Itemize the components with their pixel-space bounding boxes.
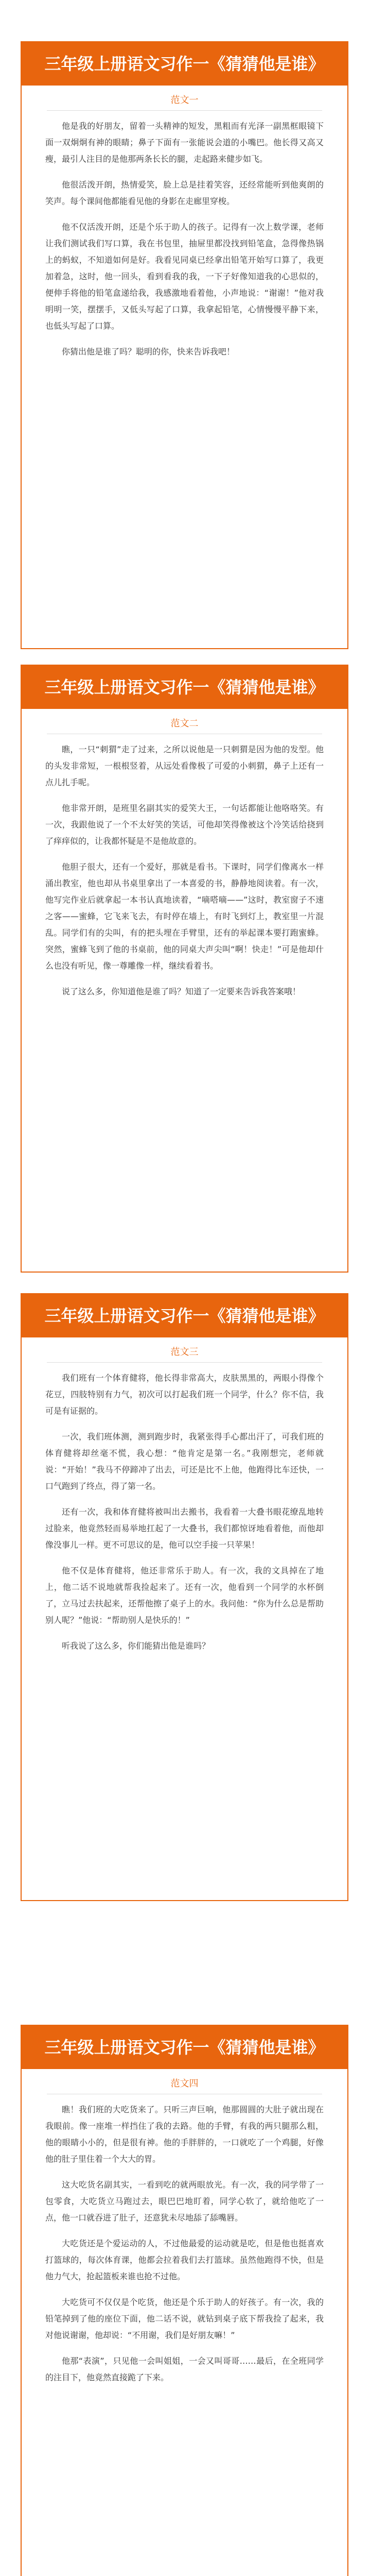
essay-subtitle: 范文一 [22,93,347,111]
essay-paragraph: 他是我的好朋友，留着一头精神的短发，黑粗而有光泽一副黑框眼镜下面一双炯炯有神的眼睛；鼻子下面有一张能说会道的小嘴巴。他长得又高又瘦，最引人注目的是他那两条长长的腿，走起路来健步如飞。 [45,121,324,164]
essay-subtitle: 范文二 [22,716,347,734]
essay-subtitle: 范文三 [22,1345,347,1363]
essay-paragraph: 大吃货可不仅仅是个吃货，他还是个乐于助人的好孩子。有一次，我的铅笔掉到了他的座位下面，他二话不说，就钻到桌子底下帮我捡了起来，我对他说谢谢，他却说：“不用谢，我们是好朋友嘛！” [45,2297,324,2340]
essay-body [22,737,347,1014]
essay-paragraph: 还有一次，我和体育健将被叫出去搬书，我看着一大叠书眼花缭乱地转过脸来，他竟然轻而易举地扛起了一大叠书，我们都惊讶地看着他，而他却像没事儿一样。更不可思议的是，他可以空手接一只苹果！ [45,1507,324,1550]
essay-paragraph: 大吃货还是个爱运动的人，不过他最爱的运动就是吃，但是他也挺喜欢打篮球的，每次体育课，他都会拉着我们去打篮球。虽然他跑得不快，但是他力气大，抢起篮板来谁也抢不过他。 [45,2239,324,2281]
essay-title: 三年级上册语文习作一《猜猜他是谁》 [22,42,347,86]
essay-card-4 [21,2025,348,2576]
essay-body [22,1366,347,1669]
essay-paragraph: 瞧！我们班的大吃货来了。只听三声巨响，他那圆圆的大肚子就出现在我眼前。像一座堆一样挡住了我的去路。他的手臂，有我的两只腿那么粗，他的眼睛小小的，但是很有神。他的手胖胖的，一口就吃了一个鸡腿，好像他的肚子里住着一个大大的胃。 [45,2105,324,2164]
essay-subtitle: 范文四 [22,2076,347,2094]
essay-title: 三年级上册语文习作一《猜猜他是谁》 [22,1294,347,1337]
essay-paragraph: 他不仅是体育健将，他还非常乐于助人。有一次，我的文具掉在了地上，他二话不说地就帮我捡起来了。还有一次，他看到一个同学的水杯倒了，立马过去扶起来，还帮他擦了桌子上的水。我问他：“你为什么总是帮助别人呢？”他说：“帮助别人是快乐的！” [45,1566,324,1625]
essay-paragraph: 说了这么多，你知道他是谁了吗？知道了一定要来告诉我答案哦！ [62,987,301,996]
essay-paragraph: 你猜出他是谁了吗？聪明的你，快来告诉我吧！ [62,347,235,357]
essay-paragraph: 瞧，一只“刺猬”走了过来，之所以说他是一只刺猬是因为他的发型。他的头发非常短，一根根竖着，从远处看像极了可爱的小刺猬，鼻子上还有一点儿扎手呢。 [45,744,324,787]
essay-card-3 [21,1293,348,1901]
essay-paragraph: 他很活泼开朗，热情爱笑，脸上总是挂着笑容，还经常能听到他爽朗的笑声。每个课间他都能看见他的身影在走廊里穿梭。 [45,180,324,206]
essay-paragraph: 他那“表演”，只见他一会叫姐姐，一会又叫哥哥……最后，在全班同学的注目下，他竟然直接跪了下来。 [45,2356,324,2382]
essay-body [22,114,347,375]
essay-paragraph: 听我说了这么多，你们能猜出他是谁吗？ [62,1641,210,1651]
essay-title: 三年级上册语文习作一《猜猜他是谁》 [22,666,347,709]
essay-title: 三年级上册语文习作一《猜猜他是谁》 [22,2026,347,2069]
essay-paragraph: 一次，我们班体测，测到跑步时，我紧张得手心都出汗了，可我们班的体育健将却丝毫不慌，我心想：“他肯定是第一名。”我刚想完，老师就说：“开始！”我马不停蹄冲了出去，可还是比不上他，他跑得比车还快，一口气跑到了终点，得了第一名。 [45,1432,324,1491]
essay-paragraph: 他非常开朗，是班里名副其实的爱笑大王，一句话都能让他咯咯笑。有一次，我跟他说了一个不太好笑的笑话，可他却笑得像被这个冷笑话给挠到了痒痒似的，让我都怀疑是不是他故意的。 [45,803,324,846]
essay-paragraph: 这大吃货名副其实，一看到吃的就两眼放光。有一次，我的同学带了一包零食，大吃货立马跑过去，眼巴巴地盯着，同学心软了，就给他吃了一点，他一口就吞进了肚子，还意犹未尽地舔了舔嘴唇。 [45,2180,324,2223]
essay-paragraph: 他不仅活泼开朗，还是个乐于助人的孩子。记得有一次上数学课，老师让我们测试我们写口算，我在书包里，抽屉里都没找到铅笔盒，急得像热锅上的蚂蚁，不知道如何是好。我看见同桌已经拿出铅笔开始写口算了，我更加着急，这时，他一回头，看到看我的我，一下子好像知道我的心思似的，便伸手将他的铅笔盒递给我，我感激地看着他，小声地说：“谢谢！”他对我明明一笑，摆摆手，又低头写起了口算，我拿起铅笔，心情慢慢平静下来，也低头写起了口算。 [45,222,324,331]
essay-card-1 [21,41,348,649]
essay-paragraph: 我们班有一个体育健将，他长得非常高大，皮肤黑黑的，两眼小得像个花豆，四肢特别有力气，初次可以打起我们班一个同学，什么？你不信，我可是有证据的。 [45,1373,324,1416]
essay-paragraph: 他胆子很大，还有一个爱好，那就是看书。下课时，同学们像离水一样涌出教室，他也却从书桌里拿出了一本喜爱的书，静静地阅读着。有一次，他写完作业后就拿起一本书认真地读着，“嘀嗒嘀——”这时，教室窗子不速之客——蜜蜂，它飞来飞去，有时停在墙上，有时飞到灯上，教室里一片混乱。同学们有的尖叫，有的把头埋在手臂里，还有的举起课本要打跑蜜蜂。突然，蜜蜂飞到了他的书桌前，他的同桌大声尖叫“啊！快走！”可是他却什么也没有听见，像一尊雕像一样，继续看着书。 [45,862,324,971]
essay-body [22,2097,347,2400]
essay-card-2 [21,665,348,1273]
